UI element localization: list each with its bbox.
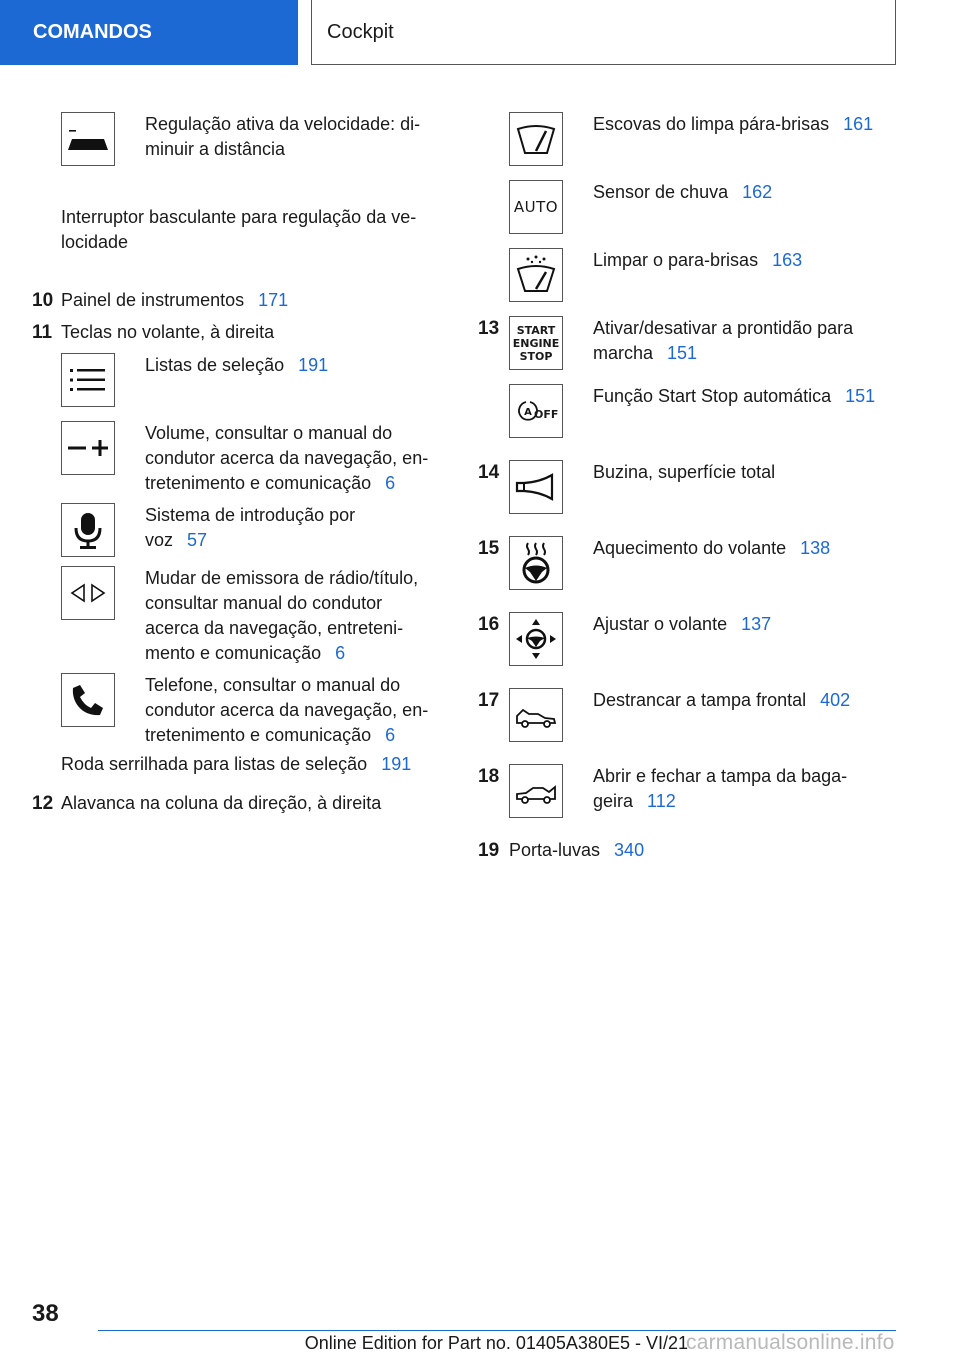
footer-edition: Online Edition for Part no. 01405A380E5 - VI/21	[304, 1333, 688, 1353]
trunk-lid-label: Abrir e fechar a tampa da baga- geira	[593, 766, 848, 811]
item-number: 12	[32, 793, 54, 814]
list-item	[478, 316, 878, 372]
selection-lists-label: Listas de seleção	[145, 355, 285, 375]
voice-input-label: Sistema de introdução por voz	[145, 505, 356, 550]
telephone-icon	[61, 673, 115, 727]
page-ref-link[interactable]: 340	[614, 840, 645, 860]
auto-icon	[509, 180, 563, 234]
list-item	[30, 288, 430, 313]
list-item	[478, 764, 878, 820]
microphone-icon	[61, 503, 115, 557]
steering-wheel-buttons-label: Teclas no volante, à direita	[61, 322, 275, 342]
item-number: 19	[478, 840, 500, 861]
list-item	[30, 503, 430, 559]
skip-arrows-icon	[61, 566, 115, 620]
watermark: carmanualsonline.info	[686, 1331, 895, 1354]
off-text: OFF	[534, 408, 559, 421]
section-tab	[0, 0, 298, 65]
start-engine-stop-icon	[509, 316, 563, 370]
list-item	[30, 752, 430, 777]
horn-label: Buzina, superfície total	[593, 462, 776, 482]
chapter-header	[311, 0, 896, 65]
telephone-label: Telefone, consultar o manual do condutor acerca da navegação, en- tretenimento e comunicação	[145, 675, 429, 745]
auto-icon-text: AUTO	[513, 197, 559, 216]
item-number: 18	[478, 766, 500, 787]
list-item	[478, 688, 878, 744]
right-column	[478, 108, 878, 863]
front-lid-car-icon	[509, 688, 563, 742]
page-ref-link[interactable]: 57	[187, 530, 208, 550]
radio-station-label: Mudar de emissora de rádio/título, consultar manual do condutor acerca da navegação, entreteni- mento e comunicação	[145, 568, 419, 663]
list-item	[478, 838, 878, 863]
drive-readiness-label: Ativar/desativar a prontidão para marcha	[593, 318, 854, 363]
steering-wheel-heating-icon	[509, 536, 563, 590]
front-lid-label: Destrancar a tampa frontal	[593, 690, 807, 710]
list-item	[478, 384, 878, 440]
clean-windshield-label: Limpar o para-brisas	[593, 250, 759, 270]
item-number: 13	[478, 318, 500, 339]
list-item	[478, 112, 878, 168]
acc-distance-icon	[61, 112, 115, 166]
list-item	[30, 566, 430, 666]
left-column	[30, 108, 430, 816]
page-ref-link[interactable]: 191	[381, 754, 412, 774]
steering-wheel-heating-label: Aquecimento do volante	[593, 538, 787, 558]
list-item	[478, 536, 878, 592]
page-ref-link[interactable]: 171	[258, 290, 289, 310]
item-number: 14	[478, 462, 500, 483]
list-item	[30, 673, 430, 748]
list-item	[30, 180, 430, 280]
trunk-lid-car-icon	[509, 764, 563, 818]
thumbwheel-label: Roda serrilhada para listas de seleção	[61, 754, 368, 774]
washer-icon	[509, 248, 563, 302]
list-item	[30, 112, 430, 168]
rain-sensor-label: Sensor de chuva	[593, 182, 729, 202]
page-ref-link[interactable]: 6	[335, 643, 346, 663]
page-ref-link[interactable]: 138	[800, 538, 831, 558]
page-ref-link[interactable]: 6	[385, 473, 396, 493]
page-ref-link[interactable]: 112	[647, 791, 676, 811]
wiper-icon	[509, 112, 563, 166]
item-number: 10	[32, 290, 54, 311]
list-item	[478, 180, 878, 236]
list-item	[30, 320, 430, 345]
page-ref-link[interactable]: 161	[843, 114, 874, 134]
item-number: 11	[32, 322, 53, 343]
page-ref-link[interactable]: 402	[820, 690, 851, 710]
page-ref-link[interactable]: 162	[742, 182, 773, 202]
steering-column-lever-label: Alavanca na coluna da direção, à direita	[61, 793, 382, 813]
page-ref-link[interactable]: 151	[845, 386, 876, 406]
page-ref-link[interactable]: 191	[298, 355, 329, 375]
volume-label: Volume, consultar o manual do condutor acerca da navegação, en- tretenimento e comunicação	[145, 423, 429, 493]
acc-distance-label: Regulação ativa da velocidade: di- minuir a distância	[145, 114, 421, 159]
engine-text: ENGINE	[512, 336, 560, 350]
section-title: COMANDOS	[33, 21, 152, 43]
auto-start-stop-off-icon	[509, 384, 563, 438]
page-ref-link[interactable]: 137	[741, 614, 772, 634]
chapter-title: Cockpit	[327, 20, 394, 43]
list-item	[478, 612, 878, 668]
list-item	[30, 353, 430, 409]
list-item	[30, 791, 430, 816]
list-item	[478, 248, 878, 304]
auto-start-stop-label: Função Start Stop automática	[593, 386, 832, 406]
item-number: 16	[478, 614, 500, 635]
wiper-blades-label: Escovas do limpa pára-brisas	[593, 114, 830, 134]
start-text: START	[516, 323, 556, 337]
horn-icon	[509, 460, 563, 514]
adjust-steering-label: Ajustar o volante	[593, 614, 728, 634]
stop-text: STOP	[519, 349, 553, 363]
page-number: 38	[32, 1300, 59, 1327]
list-icon	[61, 353, 115, 407]
svg-text:A: A	[524, 407, 532, 418]
page-ref-link[interactable]: 151	[667, 343, 698, 363]
instrument-cluster-label: Painel de instrumentos	[61, 290, 245, 310]
rocker-switch-label: Interruptor basculante para regulação da ve- locidade	[61, 207, 417, 252]
page-ref-link[interactable]: 163	[772, 250, 803, 270]
volume-minus-plus-icon	[61, 421, 115, 475]
item-number: 17	[478, 690, 500, 711]
glove-box-label: Porta-luvas	[509, 840, 601, 860]
list-item	[30, 421, 430, 496]
list-item	[478, 460, 878, 516]
item-number: 15	[478, 538, 500, 559]
steering-adjust-icon	[509, 612, 563, 666]
page-ref-link[interactable]: 6	[385, 725, 396, 745]
